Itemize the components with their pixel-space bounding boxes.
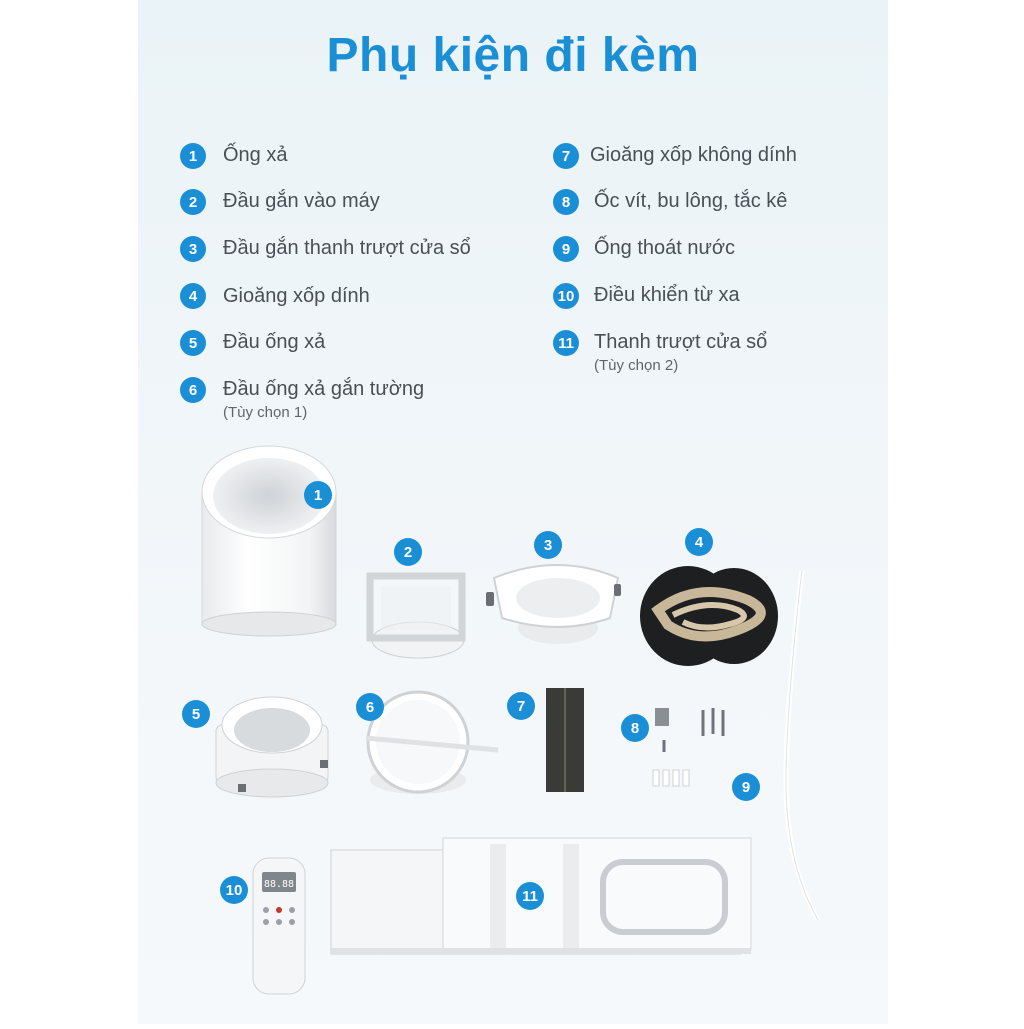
accessories-illustration xyxy=(138,440,888,1024)
accessories-photo xyxy=(138,440,888,1024)
item-note: (Tùy chọn 1) xyxy=(223,404,308,421)
number-badge: 4 xyxy=(180,283,206,309)
number-badge: 1 xyxy=(180,143,206,169)
item-label: Ống xả xyxy=(223,144,288,166)
photo-badge-2: 2 xyxy=(394,538,422,566)
page-title: Phụ kiện đi kèm xyxy=(326,29,700,82)
number-badge: 6 xyxy=(180,377,206,403)
number-badge: 3 xyxy=(180,236,206,262)
item-label: Đầu gắn vào máy xyxy=(223,190,380,212)
item-label: Ốc vít, bu lông, tắc kê xyxy=(594,190,788,212)
number-badge: 10 xyxy=(553,283,579,309)
wall-exhaust-end-image xyxy=(366,692,498,794)
item-label: Gioăng xốp không dính xyxy=(590,144,797,166)
item-label: Điều khiển từ xa xyxy=(594,284,740,306)
item-note: (Tùy chọn 2) xyxy=(594,357,679,374)
photo-badge-11: 11 xyxy=(516,882,544,910)
number-badge: 7 xyxy=(553,143,579,169)
exhaust-end-image xyxy=(216,697,328,797)
number-badge: 2 xyxy=(180,189,206,215)
number-badge: 8 xyxy=(553,189,579,215)
item-label: Đầu ống xả xyxy=(223,331,326,353)
foam-strip-image xyxy=(546,688,584,792)
drain-pipe-image xyxy=(786,570,818,920)
photo-badge-3: 3 xyxy=(534,531,562,559)
photo-badge-10: 10 xyxy=(220,876,248,904)
window-connector-image xyxy=(486,565,621,644)
item-label: Gioăng xốp dính xyxy=(223,285,370,307)
number-badge: 5 xyxy=(180,330,206,356)
remote-display-text: 88.88 xyxy=(263,879,295,890)
item-label: Thanh trượt cửa sổ xyxy=(594,331,768,353)
photo-badge-4: 4 xyxy=(685,528,713,556)
adhesive-foam-seal-image xyxy=(640,566,778,666)
item-label: Đầu gắn thanh trượt cửa sổ xyxy=(223,237,471,259)
screws-image xyxy=(653,708,723,786)
number-badge: 9 xyxy=(553,236,579,262)
exhaust-hose-image xyxy=(202,446,336,636)
remote-control-image xyxy=(253,858,305,994)
photo-badge-7: 7 xyxy=(507,692,535,720)
machine-connector-image xyxy=(370,576,464,658)
photo-badge-6: 6 xyxy=(356,693,384,721)
number-badge: 11 xyxy=(553,330,579,356)
item-label: Ống thoát nước xyxy=(594,237,736,259)
photo-badge-5: 5 xyxy=(182,700,210,728)
photo-badge-8: 8 xyxy=(621,714,649,742)
photo-badge-1: 1 xyxy=(304,481,332,509)
photo-badge-9: 9 xyxy=(732,773,760,801)
item-label: Đầu ống xả gắn tường xyxy=(223,378,425,400)
